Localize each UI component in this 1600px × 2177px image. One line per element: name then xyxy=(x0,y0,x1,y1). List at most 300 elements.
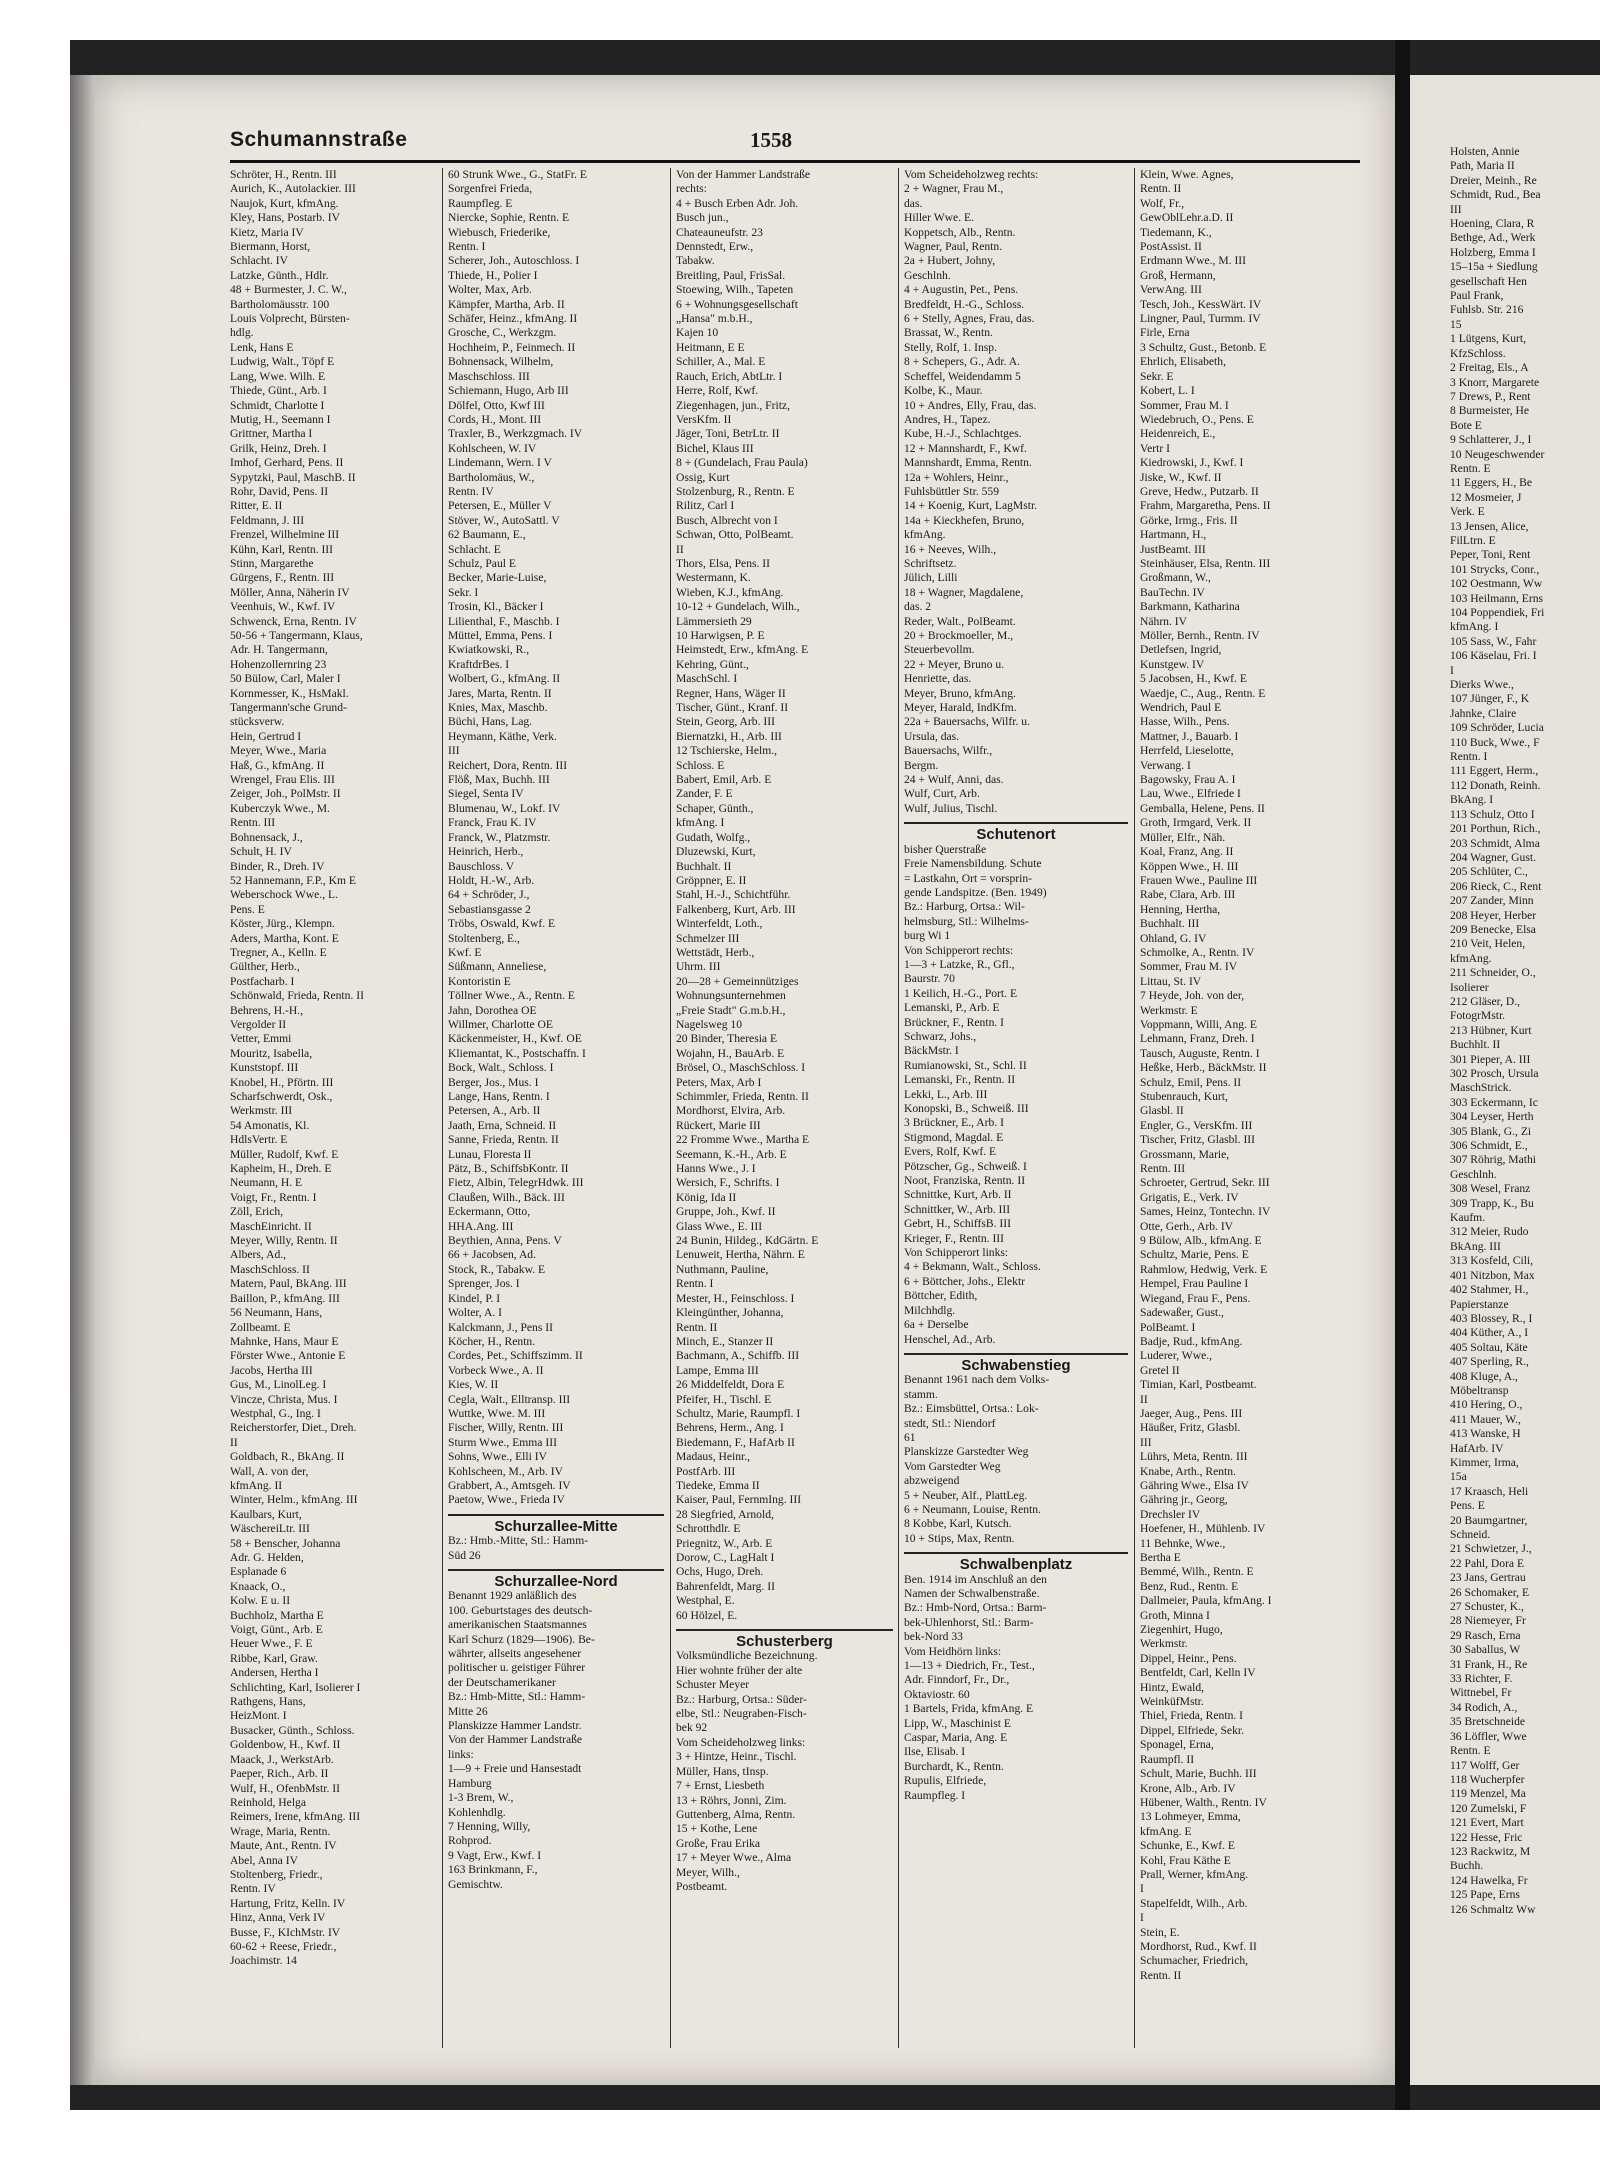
directory-entry: MaschSchloss. II xyxy=(230,1262,310,1276)
facing-page-entry: 308 Wesel, Franz xyxy=(1450,1182,1531,1196)
directory-entry: 48 + Burmester, J. C. W., xyxy=(230,283,347,297)
directory-entry: Hanns Wwe., J. I xyxy=(676,1162,756,1176)
directory-entry: Kämpfer, Martha, Arb. II xyxy=(448,297,565,311)
section-info-line: 17 + Meyer Wwe., Alma xyxy=(676,1851,792,1865)
directory-entry: Kobert, L. I xyxy=(1140,384,1195,398)
directory-entry: Uhrm. III xyxy=(676,960,721,974)
directory-entry: Drechsler IV xyxy=(1140,1507,1201,1521)
directory-columns xyxy=(230,168,1360,2048)
directory-entry: Hein, Gertrud I xyxy=(230,729,302,743)
column-1 xyxy=(230,168,437,2048)
directory-entry: 6 + Wohnungsgesellschaft xyxy=(676,297,798,311)
directory-entry: Louis Volprecht, Bürsten- xyxy=(230,312,350,326)
facing-page-entry: 411 Mauer, W., xyxy=(1450,1412,1521,1426)
directory-entry: Tiedeke, Emma II xyxy=(676,1478,760,1492)
directory-entry: Wulf, Curt, Arb. xyxy=(904,787,980,801)
section-info-line: Milchhdlg. xyxy=(904,1303,956,1317)
directory-entry: GewOblLehr.a.D. II xyxy=(1140,211,1234,225)
facing-page-entry: 36 Löffler, Wwe xyxy=(1450,1729,1527,1743)
directory-entry: Stoewing, Wilh., Tapeten xyxy=(676,283,794,297)
facing-page-entry: BkAng. I xyxy=(1450,793,1494,807)
directory-entry: 52 Hannemann, F.P., Km E xyxy=(230,873,356,887)
directory-entry: Jares, Marta, Rentn. II xyxy=(448,686,552,700)
directory-entry: 20 + Brockmoeller, M., xyxy=(904,629,1014,642)
directory-entry: 2a + Hubert, Johny, xyxy=(904,254,996,268)
section-info-line: Rupulis, Elfriede, xyxy=(904,1774,987,1788)
directory-entry: Thiel, Frieda, Rentn. I xyxy=(1140,1709,1244,1723)
directory-entry: Schwan, Otto, PolBeamt. xyxy=(676,528,794,542)
directory-entry: Raumpfl. II xyxy=(1140,1752,1195,1766)
directory-entry: 3 Schultz, Gust., Betonb. E xyxy=(1140,340,1267,354)
directory-entry: Tiedemann, K., xyxy=(1140,225,1212,239)
directory-entry: Mouritz, Isabella, xyxy=(230,1046,313,1060)
directory-entry: Kley, Hans, Postarb. IV xyxy=(230,211,341,225)
section-info-line: Meyer, Wilh., xyxy=(676,1865,740,1879)
directory-entry: Reinhold, Helga xyxy=(230,1795,306,1809)
section-info-line: bek-Uhlenhorst, Stl.: Barm- xyxy=(904,1615,1034,1629)
facing-page-entry: 204 Wagner, Gust. xyxy=(1450,850,1536,864)
directory-entry: Lehmann, Franz, Dreh. I xyxy=(1140,1032,1255,1046)
facing-page-entry: 34 Rodich, A., xyxy=(1450,1700,1518,1714)
facing-page-entry: 23 Jans, Gertrau xyxy=(1450,1571,1526,1585)
directory-entry: Seemann, K.-H., Arb. E xyxy=(676,1147,787,1161)
directory-entry: Westphal, G., Ing. I xyxy=(230,1406,321,1420)
directory-entry: Wrage, Maria, Rentn. xyxy=(230,1824,331,1838)
directory-entry: 12 + Mannshardt, F., Kwf. xyxy=(904,441,1027,455)
directory-entry: Zöll, Erich, xyxy=(230,1205,284,1219)
directory-entry: Tischer, Fritz, Glasbl. III xyxy=(1140,1133,1256,1147)
directory-entry: Andres, H., Tapez. xyxy=(904,412,991,426)
directory-entry: stücksverw. xyxy=(230,715,285,729)
directory-entry: Otte, Gerh., Arb. IV xyxy=(1140,1219,1234,1233)
facing-page-entry: 121 Evert, Mart xyxy=(1450,1816,1524,1830)
facing-page-entry: 21 Schwietzer, J., xyxy=(1450,1542,1532,1556)
directory-entry: Ritter, E. II xyxy=(230,499,283,513)
facing-page-entry: 209 Benecke, Elsa xyxy=(1450,922,1536,936)
directory-entry: Sames, Heinz, Tontechn. IV xyxy=(1140,1205,1271,1219)
directory-entry: Wagner, Paul, Rentn. xyxy=(904,240,1003,254)
directory-entry: Rathgens, Hans, xyxy=(230,1695,306,1709)
directory-entry: Peters, Max, Arb I xyxy=(676,1075,762,1089)
section-info-line: Müller, Hans, tInsp. xyxy=(676,1764,769,1778)
directory-entry: Dennstedt, Erw., xyxy=(676,240,754,254)
directory-entry: Schiller, A., Mal. E xyxy=(676,355,766,369)
facing-page-entry: 110 Buck, Wwe., F xyxy=(1450,735,1540,749)
directory-entry: Traxler, B., Werkzgmach. IV xyxy=(448,427,583,441)
directory-entry: Rohr, David, Pens. II xyxy=(230,484,329,498)
directory-entry: Knabe, Arth., Rentn. xyxy=(1140,1464,1236,1478)
directory-entry: HdlsVertr. E xyxy=(230,1133,288,1147)
directory-entry: Schult, Marie, Buchh. III xyxy=(1140,1767,1257,1781)
section-info-line: helmsburg, Stl.: Wilhelms- xyxy=(904,914,1029,928)
directory-entry: Mahnke, Hans, Maur E xyxy=(230,1334,339,1348)
section-info-line: Bz.: Hmb-Mitte, Stl.: Hamm- xyxy=(448,1690,586,1704)
directory-entry: Heimstedt, Erw., kfmAng. E xyxy=(676,643,809,657)
section-info-line: Evers, Rolf, Kwf. E xyxy=(904,1145,997,1159)
directory-entry: Maack, J., WerkstArb. xyxy=(230,1752,334,1766)
facing-page-entry: Möbeltransp xyxy=(1450,1383,1509,1397)
section-info-line: 1-3 Brem, W., xyxy=(448,1791,514,1805)
directory-entry: Schultz, Marie, Pens. E xyxy=(1140,1248,1249,1262)
directory-entry: 50-56 + Tangermann, Klaus, xyxy=(230,629,363,642)
section-info-line: BäckMstr. I xyxy=(904,1044,959,1058)
directory-entry: II xyxy=(230,1435,238,1449)
facing-page-entry: 9 Schlatterer, J., I xyxy=(1450,433,1532,447)
directory-entry: Kornmesser, K., HsMakl. xyxy=(230,686,349,700)
directory-entry: Flöß, Max, Buchh. III xyxy=(448,773,550,787)
directory-entry: Koal, Franz, Ang. II xyxy=(1140,845,1234,859)
section-info-line: Henschel, Ad., Arb. xyxy=(904,1332,996,1346)
directory-entry: Kaiser, Paul, FernmIng. III xyxy=(676,1493,802,1507)
directory-entry: Heymann, Käthe, Verk. xyxy=(448,729,557,743)
directory-entry: Jülich, Lilli xyxy=(904,571,958,585)
directory-entry: Sanne, Frieda, Rentn. II xyxy=(448,1133,559,1147)
directory-entry: Kajen 10 xyxy=(676,326,719,340)
directory-entry: Steinhäuser, Elsa, Rentn. III xyxy=(1140,556,1271,570)
directory-entry: Bartholomäus, W., xyxy=(448,470,535,484)
directory-entry: Groß, Hermann, xyxy=(1140,268,1216,282)
section-info-line: 1 Bartels, Frida, kfmAng. E xyxy=(904,1702,1034,1716)
directory-entry: Regner, Hans, Wäger II xyxy=(676,686,786,700)
section-info-line: Benannt 1961 nach dem Volks- xyxy=(904,1373,1050,1387)
directory-entry: Franck, W., Platzmstr. xyxy=(448,830,551,844)
directory-entry: Scherer, Joh., Autoschloss. I xyxy=(448,254,580,268)
directory-entry: Goldbach, R., BkAng. II xyxy=(230,1450,345,1464)
street-section-heading: Schusterberg xyxy=(676,1629,893,1649)
directory-entry: Maschschloss. III xyxy=(448,369,530,383)
directory-entry: Gülther, Herb., xyxy=(230,960,300,974)
directory-entry: Pens. E xyxy=(230,902,265,916)
directory-entry: Werkmstr. III xyxy=(230,1104,293,1118)
directory-entry: Waedje, C., Aug., Rentn. E xyxy=(1140,686,1266,700)
directory-entry: Scheffel, Weidendamm 5 xyxy=(904,369,1021,383)
directory-entry: MaschSchl. I xyxy=(676,672,738,686)
directory-entry: Dorow, C., LagHalt I xyxy=(676,1551,775,1564)
section-info-line: abzweigend xyxy=(904,1474,960,1488)
directory-entry: Eckermann, Otto, xyxy=(448,1205,531,1219)
section-info-line: Schuster Meyer xyxy=(676,1678,750,1692)
section-info-line: währter, allseits angesehener xyxy=(448,1647,582,1661)
facing-page-entry: Buchhlt. II xyxy=(1450,1038,1501,1052)
facing-page-entry: Schneid. xyxy=(1450,1528,1491,1541)
facing-page-entry: Rentn. E xyxy=(1450,461,1491,475)
directory-entry: PostfArb. III xyxy=(676,1464,736,1478)
directory-entry: BauTechn. IV xyxy=(1140,585,1205,599)
directory-entry: Förster Wwe., Antonie E xyxy=(230,1349,346,1363)
facing-page-entry: MaschStrick. xyxy=(1450,1081,1512,1095)
section-info-line: Rumianowski, St., Schl. II xyxy=(904,1058,1027,1072)
facing-page-entry: 309 Trapp, K., Bu xyxy=(1450,1196,1534,1210)
directory-entry: Cords, H., Mont. III xyxy=(448,412,542,426)
directory-entry: I xyxy=(1140,1911,1144,1925)
directory-entry: Dluzewski, Kurt, xyxy=(676,845,756,859)
directory-entry: Frenzel, Wilhelmine III xyxy=(230,528,340,542)
directory-entry: 22a + Bauersachs, Wilfr. u. xyxy=(904,715,1030,729)
directory-entry: Nährn. IV xyxy=(1140,614,1188,628)
directory-entry: 5 Jacobsen, H., Kwf. E xyxy=(1140,672,1247,686)
facing-page-entry: Path, Maria II xyxy=(1450,159,1515,173)
section-info-line: Kohlenhdlg. xyxy=(448,1805,506,1819)
directory-entry: Behrens, Herm., Ang. I xyxy=(676,1421,784,1435)
directory-entry: Lührs, Meta, Rentn. III xyxy=(1140,1450,1248,1464)
directory-entry: Adr. H. Tangermann, xyxy=(230,643,328,657)
directory-entry: 58 + Benscher, Johanna xyxy=(230,1536,341,1550)
directory-entry: Vergolder II xyxy=(230,1017,287,1031)
column-3 xyxy=(670,168,893,2048)
section-info-line: Süd 26 xyxy=(448,1548,481,1562)
directory-entry: 9 Bülow, Alb., kfmAng. E xyxy=(1140,1234,1262,1248)
directory-entry: Holdt, H.-W., Arb. xyxy=(448,873,535,887)
directory-entry: Bohnensack, Wilhelm, xyxy=(448,355,554,369)
directory-entry: Groth, Irmgard, Verk. II xyxy=(1140,816,1252,830)
directory-entry: Knies, Max, Maschb. xyxy=(448,701,548,715)
directory-entry: Biermann, Horst, xyxy=(230,240,311,254)
facing-page-entry: 8 Burmeister, He xyxy=(1450,404,1530,418)
directory-entry: Rentn. IV xyxy=(448,484,494,498)
facing-page-entry: KfzSchloss. xyxy=(1450,346,1506,360)
directory-entry: Schäfer, Heinz., kfmAng. II xyxy=(448,312,578,326)
facing-page-entry: Papierstanze xyxy=(1450,1297,1509,1311)
facing-page-entry: 3 Knorr, Margarete xyxy=(1450,375,1540,389)
directory-entry: Gröppner, E. II xyxy=(676,873,747,887)
directory-entry: 4 + Augustin, Pet., Pens. xyxy=(904,283,1019,297)
directory-entry: Wolbert, G., kfmAng. II xyxy=(448,672,561,686)
directory-entry: Franck, Frau K. IV xyxy=(448,816,537,830)
directory-entry: kfmAng. II xyxy=(230,1478,283,1492)
column-5 xyxy=(1134,168,1360,2048)
directory-entry: Bredfeldt, H.-G., Schloss. xyxy=(904,297,1025,311)
section-info-line: Stigmond, Magdal. E xyxy=(904,1130,1004,1144)
directory-entry: WäschereiLtr. III xyxy=(230,1522,310,1536)
directory-entry: Zeiger, Joh., PolMstr. II xyxy=(230,787,341,801)
directory-entry: Sebastiansgasse 2 xyxy=(448,902,531,916)
section-info-line: Von der Hammer Landstraße xyxy=(448,1733,583,1747)
facing-page-entry: 212 Gläser, D., xyxy=(1450,994,1521,1008)
directory-entry: „Freie Stadt" G.m.b.H., xyxy=(676,1003,786,1017)
directory-entry: Käckenmeister, H., Kwf. OE xyxy=(448,1032,582,1046)
facing-page-entry: 402 Stahmer, H., xyxy=(1450,1283,1529,1297)
directory-entry: Grosche, C., Werkzgm. xyxy=(448,326,557,340)
directory-entry: Süßmann, Anneliese, xyxy=(448,960,547,974)
directory-entry: Grabbert, A., Amtsgeh. IV xyxy=(448,1478,571,1492)
section-info-line: 4 + Bekmann, Walt., Schloss. xyxy=(904,1260,1041,1274)
directory-entry: Tangermann'sche Grund- xyxy=(230,701,347,715)
directory-entry: Schmelzer III xyxy=(676,931,740,945)
facing-page-entry: 120 Zumelski, F xyxy=(1450,1801,1527,1815)
directory-entry: Kapheim, H., Dreh. E xyxy=(230,1162,332,1176)
directory-entry: Schaper, Günth., xyxy=(676,801,754,815)
facing-page-entry: 307 Röhrig, Mathi xyxy=(1450,1153,1536,1167)
directory-entry: 20 Binder, Theresia E xyxy=(676,1032,778,1046)
section-info-line: Vom Garstedter Weg xyxy=(904,1459,1001,1473)
book-edge xyxy=(70,75,95,2085)
directory-entry: Wuttke, Wwe. M. III xyxy=(448,1406,546,1420)
section-info-line: Krieger, F., Rentn. III xyxy=(904,1231,1005,1245)
section-info-line: Schwarz, Johs., xyxy=(904,1029,977,1043)
section-info-line: Bz.: Harburg, Ortsa.: Süder- xyxy=(676,1692,807,1706)
directory-entry: Dippel, Elfriede, Sekr. xyxy=(1140,1723,1244,1737)
directory-entry: Stelly, Rolf, 1. Insp. xyxy=(904,340,997,354)
directory-entry: Verwang. I xyxy=(1140,758,1191,772)
directory-entry: Wulf, H., OfenbMstr. II xyxy=(230,1781,340,1795)
directory-entry: Lingner, Paul, Turmm. IV xyxy=(1140,312,1261,326)
facing-page-entry: Fuhlsb. Str. 216 xyxy=(1450,303,1524,317)
directory-entry: Rentn. IV xyxy=(230,1882,276,1896)
directory-entry: Tischer, Günt., Kranf. II xyxy=(676,701,789,715)
section-info-line: Namen der Schwalbenstraße. xyxy=(904,1587,1040,1600)
directory-entry: Paeper, Rich., Arb. II xyxy=(230,1767,329,1781)
facing-page-entry: 12 Mosmeier, J xyxy=(1450,490,1522,504)
facing-page-entry: 119 Menzel, Ma xyxy=(1450,1787,1526,1801)
directory-entry: Werkmstr. E xyxy=(1140,1003,1198,1017)
directory-entry: Frauen Wwe., Pauline III xyxy=(1140,873,1258,887)
directory-entry: Töllner Wwe., A., Rentn. E xyxy=(448,989,575,1003)
directory-entry: MaschEinricht. II xyxy=(230,1219,312,1233)
directory-entry: Westphal, E. xyxy=(676,1594,735,1608)
street-section-heading: Schwabenstieg xyxy=(904,1353,1128,1373)
section-info-line: Ilse, Elisab. I xyxy=(904,1745,966,1759)
directory-entry: Pätz, B., SchiffsbKontr. II xyxy=(448,1162,569,1176)
directory-entry: Glass Wwe., E. III xyxy=(676,1219,763,1233)
directory-entry: Wieben, K.J., kfmAng. xyxy=(676,585,784,599)
directory-entry: Ribbe, Karl, Graw. xyxy=(230,1651,318,1665)
directory-entry: Wulf, Julius, Tischl. xyxy=(904,801,998,815)
facing-page-entry: 201 Porthun, Rich., xyxy=(1450,822,1541,836)
directory-entry: Goldenbow, H., Kwf. II xyxy=(230,1738,341,1752)
directory-entry: Minch, E., Stanzer II xyxy=(676,1334,774,1348)
directory-entry: Gähring jr., Georg, xyxy=(1140,1493,1228,1507)
directory-entry: Häußer, Fritz, Glasbl. xyxy=(1140,1421,1241,1435)
section-info-line: Postbeamt. xyxy=(676,1879,728,1893)
directory-entry: Bartholomäusstr. 100 xyxy=(230,297,330,311)
directory-entry: Schultz, Marie, Raumpfl. I xyxy=(676,1406,801,1420)
facing-page-entry: Holsten, Annie xyxy=(1450,145,1520,158)
directory-entry: Wall, A. von der, xyxy=(230,1464,309,1478)
directory-entry: Sommer, Frau M. I xyxy=(1140,398,1229,412)
directory-entry: Nuthmann, Pauline, xyxy=(676,1262,769,1276)
directory-entry: Paetow, Wwe., Frieda IV xyxy=(448,1493,565,1507)
directory-entry: Niercke, Sophie, Rentn. E xyxy=(448,211,570,225)
directory-entry: Vom Scheideholzweg rechts: xyxy=(904,168,1039,181)
directory-entry: Mutig, H., Seemann I xyxy=(230,412,331,426)
directory-entry: Biedemann, F., HafArb II xyxy=(676,1435,795,1449)
directory-entry: Hartung, Fritz, Kelln. IV xyxy=(230,1896,346,1910)
directory-entry: Feldmann, J. III xyxy=(230,513,305,527)
directory-entry: Mester, H., Feinschloss. I xyxy=(676,1291,795,1305)
section-info-line: = Lastkahn, Ort = vorsprin- xyxy=(904,871,1033,885)
directory-entry: Lunau, Floresta II xyxy=(448,1147,532,1161)
directory-entry: Raumpfleg. E xyxy=(448,196,513,210)
section-info-line: 7 + Ernst, Liesbeth xyxy=(676,1779,765,1793)
directory-entry: Wiebusch, Friederike, xyxy=(448,225,551,239)
facing-page-entry: 205 Schlüter, C., xyxy=(1450,865,1528,879)
facing-page-entry: Bethge, Ad., Werk xyxy=(1450,231,1536,245)
directory-entry: Rahmlow, Hedwig, Verk. E xyxy=(1140,1262,1268,1276)
directory-entry: Winter, Helm., kfmAng. III xyxy=(230,1493,358,1507)
directory-entry: Siegel, Senta IV xyxy=(448,787,524,801)
directory-entry: Görke, Irmg., Fris. II xyxy=(1140,513,1238,527)
directory-entry: WeinküfMstr. xyxy=(1140,1695,1204,1709)
facing-page-entry: 413 Wanske, H xyxy=(1450,1427,1521,1441)
directory-entry: Hempel, Frau Pauline I xyxy=(1140,1277,1249,1291)
directory-entry: Lenuweit, Hertha, Nährn. E xyxy=(676,1248,805,1262)
section-info-line: Schnittker, W., Arb. III xyxy=(904,1202,1011,1216)
facing-page-entry: 104 Poppendiek, Fri xyxy=(1450,606,1545,619)
directory-entry: 18 + Wagner, Magdalene, xyxy=(904,585,1024,599)
directory-entry: Kwiatkowski, R., xyxy=(448,643,530,657)
directory-entry: Stein, E. xyxy=(1140,1925,1180,1939)
directory-entry: Tröbs, Oswald, Kwf. E xyxy=(448,917,556,931)
directory-entry: Wohnungsunternehmen xyxy=(676,989,786,1003)
directory-entry: Buchholz, Martha E xyxy=(230,1608,324,1622)
directory-entry: Wendrich, Paul E xyxy=(1140,701,1222,715)
facing-page-entry: 306 Schmidt, E., xyxy=(1450,1139,1528,1153)
facing-page-entry: 13 Jensen, Alice, xyxy=(1450,519,1529,533)
directory-entry: Sohns, Wwe., Elli IV xyxy=(448,1450,547,1464)
directory-entry: 7 Heyde, Joh. von der, xyxy=(1140,989,1245,1003)
directory-entry: Lenk, Hans E xyxy=(230,340,294,354)
directory-entry: Lilienthal, F., Maschb. I xyxy=(448,614,560,628)
directory-entry: Westermann, K. xyxy=(676,571,751,585)
facing-page-entry: Peper, Toni, Rent xyxy=(1450,548,1531,562)
directory-entry: Zander, F. E xyxy=(676,787,733,801)
section-info-line: Konopski, B., Schweiß. III xyxy=(904,1102,1029,1115)
directory-entry: Kolw. E u. II xyxy=(230,1594,291,1608)
facing-page-entry: 10 Neugeschwender xyxy=(1450,447,1545,461)
directory-entry: Detlefsen, Ingrid, xyxy=(1140,643,1222,657)
directory-entry: Cegla, Walt., Elltransp. III xyxy=(448,1392,571,1406)
directory-entry: Luderer, Wwe., xyxy=(1140,1349,1213,1363)
facing-page-entry: 405 Soltau, Käte xyxy=(1450,1340,1528,1354)
facing-page-entry: 15 xyxy=(1450,317,1462,331)
directory-entry: Firle, Erna xyxy=(1140,326,1190,340)
directory-entry: Fietz, Albin, TelegrHdwk. III xyxy=(448,1176,584,1190)
directory-entry: Glasbl. II xyxy=(1140,1104,1184,1118)
directory-entry: Bauschloss. V xyxy=(448,859,515,873)
directory-entry: Groth, Minna I xyxy=(1140,1608,1210,1622)
facing-page-entry: 305 Blank, G., Zi xyxy=(1450,1124,1532,1138)
directory-entry: Krone, Alb., Arb. IV xyxy=(1140,1781,1236,1795)
directory-entry: Maute, Ant., Rentn. IV xyxy=(230,1839,337,1853)
section-info-line: 3 + Hintze, Heinr., Tischl. xyxy=(676,1750,797,1764)
directory-entry: Haß, G., kfmAng. II xyxy=(230,758,325,772)
directory-entry: Rentn. II xyxy=(1140,1968,1182,1982)
directory-entry: Bertha E xyxy=(1140,1551,1181,1564)
directory-entry: Busacker, Günth., Schloss. xyxy=(230,1723,355,1737)
facing-page-entry: III xyxy=(1450,202,1462,216)
directory-entry: kfmAng. I xyxy=(676,816,725,830)
directory-entry: 10 Harwigsen, P. E xyxy=(676,629,765,642)
directory-entry: 4 + Busch Erben Adr. Joh. xyxy=(676,196,799,210)
directory-entry: Vorbeck Wwe., A. II xyxy=(448,1363,544,1377)
directory-entry: Von der Hammer Landstraße xyxy=(676,168,811,181)
running-head xyxy=(230,128,1360,158)
section-info-line: Planskizze Garstedter Weg xyxy=(904,1445,1029,1459)
facing-page-entry: kfmAng. I xyxy=(1450,620,1499,634)
directory-entry: das. xyxy=(904,196,923,210)
directory-entry: Reimers, Irene, kfmAng. III xyxy=(230,1810,361,1824)
directory-entry: 24 + Wulf, Anni, das. xyxy=(904,773,1004,787)
facing-page-entry: I xyxy=(1450,663,1454,677)
section-info-line: stamm. xyxy=(904,1387,938,1401)
facing-page-entry: Geschlnh. xyxy=(1450,1167,1497,1181)
facing-page-entry: FilLtrn. E xyxy=(1450,533,1496,547)
directory-entry: Prall, Werner, kfmAng. xyxy=(1140,1867,1249,1881)
section-info-line: Rohprod. xyxy=(448,1834,492,1848)
directory-entry: Müller, Rudolf, Kwf. E xyxy=(230,1147,339,1161)
directory-entry: Mordhorst, Rud., Kwf. II xyxy=(1140,1939,1257,1953)
directory-entry: Vincze, Christa, Mus. I xyxy=(230,1392,338,1406)
